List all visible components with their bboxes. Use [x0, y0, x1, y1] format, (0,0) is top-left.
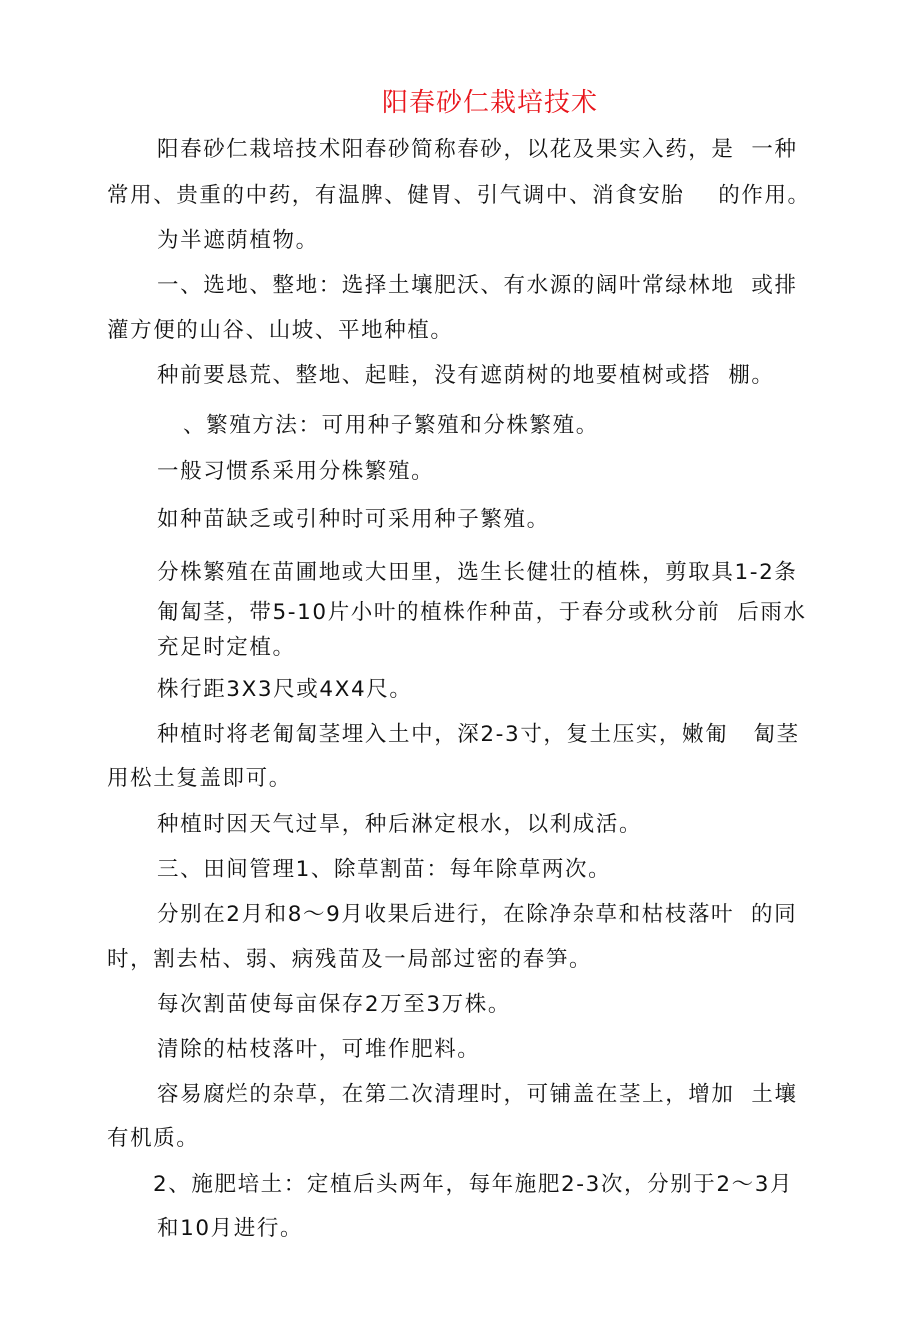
paragraph-line: 分株繁殖在苗圃地或大田里，选生长健壮的植株，剪取具1-2条 — [157, 560, 798, 585]
paragraph-line: 为半遮荫植物。 — [157, 228, 319, 253]
paragraph-line: 、繁殖方法：可用种子繁殖和分株繁殖。 — [183, 413, 599, 438]
paragraph-line: 分别在2月和8〜9月收果后进行，在除净杂草和枯枝落叶 的同 — [157, 902, 798, 927]
paragraph-line: 三、田间管理1、除草割苗：每年除草两次。 — [157, 857, 612, 882]
paragraph-line: 每次割苗使每亩保存2万至3万株。 — [157, 992, 511, 1017]
paragraph-line: 用松土复盖即可。 — [107, 766, 292, 791]
paragraph-line: 充足时定植。 — [157, 635, 296, 660]
paragraph-line: 清除的枯枝落叶，可堆作肥料。 — [157, 1037, 481, 1062]
paragraph-line: 2、施肥培土：定植后头两年，每年施肥2-3次，分别于2〜3月 — [153, 1172, 794, 1197]
paragraph-line: 株行距3X3尺或4X4尺。 — [157, 677, 413, 702]
paragraph-line: 阳春砂仁栽培技术阳春砂简称春砂，以花及果实入药，是 一种 — [157, 137, 798, 162]
paragraph-line: 常用、贵重的中药，有温脾、健胃、引气调中、消食安胎 的作用。 — [107, 183, 811, 208]
paragraph-line: 种植时因天气过旱，种后淋定根水，以利成活。 — [157, 812, 643, 837]
paragraph-line: 种前要恳荒、整地、起畦，没有遮荫树的地要植树或搭 棚。 — [157, 363, 775, 388]
document-title: 阳春砂仁栽培技术 — [381, 88, 598, 118]
paragraph-line: 如种苗缺乏或引种时可采用种子繁殖。 — [157, 507, 550, 532]
paragraph-line: 容易腐烂的杂草，在第二次清理时，可铺盖在茎上，增加 土壤 — [157, 1082, 798, 1107]
paragraph-line: 一、选地、整地：选择土壤肥沃、有水源的阔叶常绿林地 或排 — [157, 273, 798, 298]
paragraph-line: 一般习惯系采用分株繁殖。 — [157, 459, 435, 484]
paragraph-line: 时，割去枯、弱、病残苗及一局部过密的春笋。 — [107, 947, 593, 972]
paragraph-line: 灌方便的山谷、山坡、平地种植。 — [107, 318, 454, 343]
paragraph-line: 有机质。 — [107, 1126, 200, 1151]
paragraph-line: 和10月进行。 — [157, 1216, 304, 1241]
paragraph-line: 匍匐茎，带5-10片小叶的植株作种苗，于春分或秋分前 后雨水 — [157, 600, 807, 625]
paragraph-line: 种植时将老匍匐茎埋入土中，深2-3寸，复土压实，嫩匍 匐茎 — [157, 722, 800, 747]
